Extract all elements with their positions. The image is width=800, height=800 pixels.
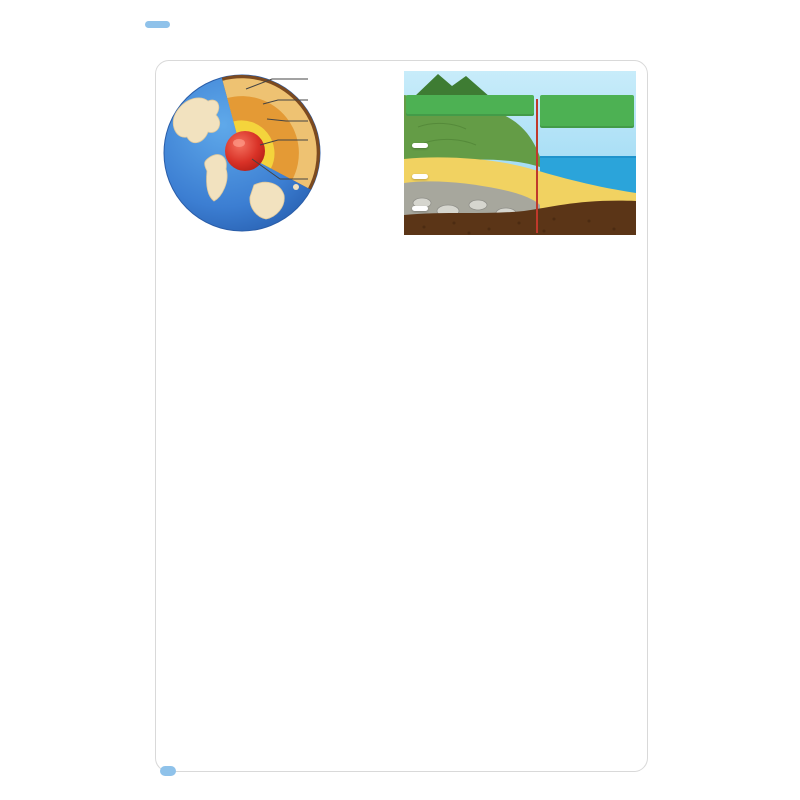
oceanic-crust-banner [540, 95, 634, 128]
sedimentary-layer-pill [412, 143, 428, 148]
figure-crust-diagram [404, 71, 636, 235]
page-number-badge [160, 766, 176, 776]
section-badge [145, 21, 170, 28]
figure-7-3 [160, 71, 636, 235]
island [293, 184, 299, 190]
content-panel [155, 60, 648, 772]
globe-illustration [160, 71, 324, 235]
basalt-layer-pill [412, 206, 428, 211]
figure-earth-cutaway [160, 71, 400, 235]
inner-core [225, 131, 265, 171]
core-highlight [233, 139, 245, 147]
granite-layer-pill [412, 174, 428, 179]
continental-crust-banner [406, 95, 534, 116]
